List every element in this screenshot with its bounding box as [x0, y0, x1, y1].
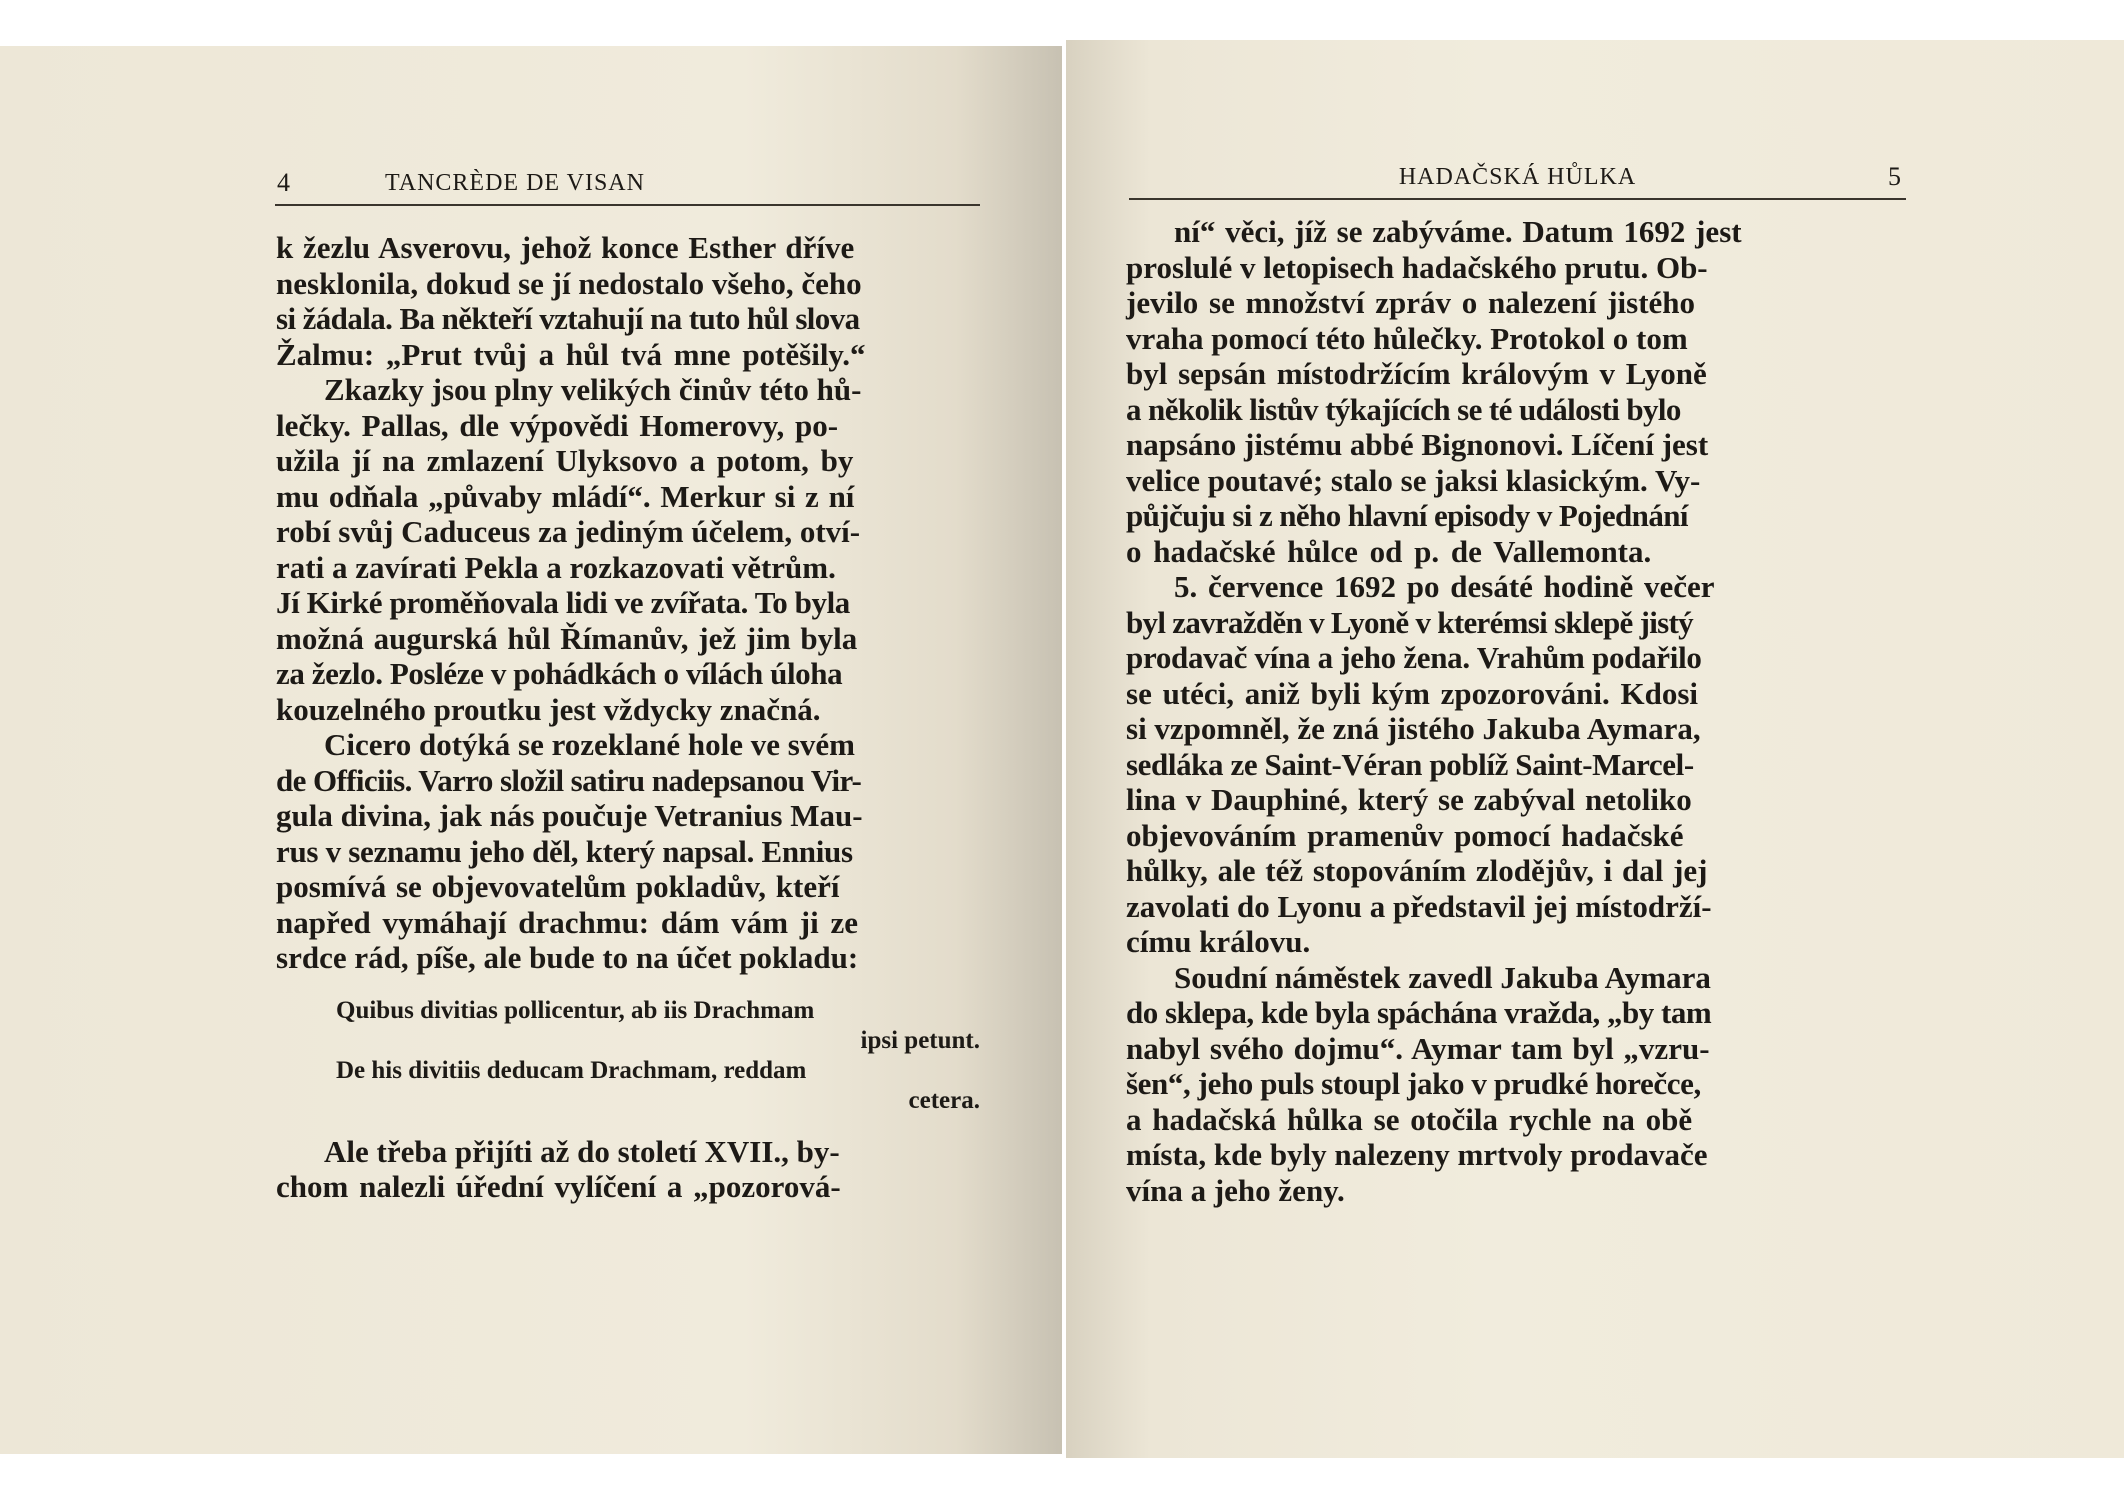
text-line: a hadačská hůlka se otočila rychle na obě: [1126, 1101, 1693, 1137]
text-line: do sklepa, kde byla spáchána vražda, „by tam: [1126, 995, 1712, 1030]
right-page-body: [1126, 214, 1906, 1208]
right-page: [1066, 40, 2124, 1458]
text-line: napřed vymáhají drachmu: dám vám ji ze: [276, 904, 858, 940]
text-line: gula divina, jak nás poučuje Vetranius Mau-: [276, 798, 863, 833]
text-line: lečky. Pallas, dle výpovědi Homerovy, po-: [276, 407, 839, 443]
text-line: se utéci, aniž byli kým zpozorováni. Kdosi: [1126, 675, 1699, 711]
text-line: Soudní náměstek zavedl Jakuba Aymara: [1174, 959, 1711, 995]
text-line: vína a jeho ženy.: [1126, 1172, 1345, 1208]
text-line: nabyl svého dojmu“. Aymar tam byl „vzru-: [1126, 1030, 1710, 1066]
text-line: místa, kde byly nalezeny mrtvoly prodavače: [1126, 1137, 1708, 1172]
text-line: mu odňala „půvaby mládí“. Merkur si z ní: [276, 478, 855, 514]
text-line: zavolati do Lyonu a představil jej místodrží-: [1126, 888, 1712, 924]
text-line: de Officiis. Varro složil satiru nadepsanou Vir-: [276, 762, 862, 798]
page-number: 4: [277, 168, 291, 197]
text-line: sedláka ze Saint-Véran poblíž Saint-Marcel-: [1126, 746, 1694, 782]
quote-line: De his divitiis deducam Drachmam, reddam: [336, 1056, 807, 1084]
quote-line: Quibus divitias pollicentur, ab iis Drachmam: [336, 996, 815, 1024]
text-line: byl zavražděn v Lyoně v kterémsi sklepě jistý: [1126, 604, 1693, 640]
text-line: k žezlu Asverovu, jehož konce Esther dříve: [276, 230, 855, 265]
text-line: lina v Dauphiné, který se zabýval netoliko: [1126, 782, 1692, 817]
text-line: možná augurská hůl Římanův, jež jim byla: [276, 620, 858, 656]
text-line: kouzelného proutku jest vždycky značná.: [276, 691, 821, 727]
text-line: objevováním pramenův pomocí hadačské: [1126, 817, 1684, 853]
text-line: prodavač vína a jeho žena. Vrahům podařilo: [1126, 640, 1702, 675]
text-line: robí svůj Caduceus za jediným účelem, otví-: [276, 514, 861, 549]
text-line: hůlky, ale též stopováním zlodějův, i dal jej: [1126, 853, 1708, 888]
running-head: HADAČSKÁ HŮLKA: [1398, 164, 1637, 190]
text-line: Ale třeba přijíti až do století XVII., by-: [324, 1133, 840, 1169]
text-line: a několik listův týkajících se té události bylo: [1126, 391, 1681, 427]
text-line: velice poutavé; stalo se jaksi klasickým. Vy-: [1126, 462, 1701, 498]
text-line: si vzpomněl, že zná jistého Jakuba Aymara,: [1126, 711, 1701, 746]
text-line: vraha pomocí této hůlečky. Protokol o tom: [1126, 320, 1688, 356]
text-line: Žalmu: „Prut tvůj a hůl tvá mne potěšily.“: [276, 336, 866, 372]
text-line: rati a zavírati Pekla a rozkazovati větrům.: [276, 549, 836, 585]
text-line: nesklonila, dokud se jí nedostalo všeho, čeho: [276, 265, 862, 301]
text-line: 5. července 1692 po desáté hodině večer: [1174, 569, 1715, 604]
text-line: užila jí na zmlazení Ulyksovo a potom, by: [276, 443, 854, 478]
page-number: 5: [1888, 162, 1902, 191]
quote-line: ipsi petunt.: [860, 1026, 980, 1054]
text-line: proslulé v letopisech hadačského prutu. Ob-: [1126, 249, 1708, 285]
text-line: si žádala. Ba někteří vztahují na tuto hůl slova: [276, 301, 860, 336]
text-line: půjčuju si z něho hlavní episody v Pojednání: [1126, 498, 1688, 533]
text-line: šen“, jeho puls stoupl jako v prudké horečce,: [1126, 1066, 1701, 1101]
text-line: chom nalezli úřední vylíčení a „pozorová-: [276, 1169, 841, 1204]
text-line: za žezlo. Posléze v pohádkách o vílách úloha: [276, 656, 843, 691]
text-line: srdce rád, píše, ale bude to na účet pokladu:: [276, 940, 859, 975]
left-page-header: [275, 168, 980, 206]
running-head: TANCRÈDE DE VISAN: [385, 170, 645, 196]
text-line: posmívá se objevovatelům pokladův, kteří: [276, 869, 840, 904]
right-page-header: [1129, 162, 1906, 200]
text-line: o hadačské hůlce od p. de Vallemonta.: [1126, 533, 1652, 569]
text-line: rus v seznamu jeho děl, který napsal. Ennius: [276, 833, 853, 869]
text-line: címu královu.: [1126, 924, 1311, 959]
text-line: ní“ věci, jíž se zabýváme. Datum 1692 jest: [1174, 214, 1742, 249]
text-line: Cicero dotýká se rozeklané hole ve svém: [324, 727, 855, 762]
text-line: byl sepsán místodržícím královým v Lyoně: [1126, 356, 1707, 391]
text-line: napsáno jistému abbé Bignonovi. Líčení jest: [1126, 427, 1709, 462]
text-line: Zkazky jsou plny velikých činův této hů-: [324, 372, 862, 407]
text-line: Jí Kirké proměňovala lidi ve zvířata. To byla: [276, 585, 850, 620]
left-page-body: [276, 230, 980, 1205]
left-page: [0, 46, 1062, 1454]
text-line: jevilo se množství zpráv o nalezení jistého: [1126, 285, 1696, 320]
quote-line: cetera.: [908, 1086, 980, 1114]
latin-quotation: [276, 996, 980, 1116]
